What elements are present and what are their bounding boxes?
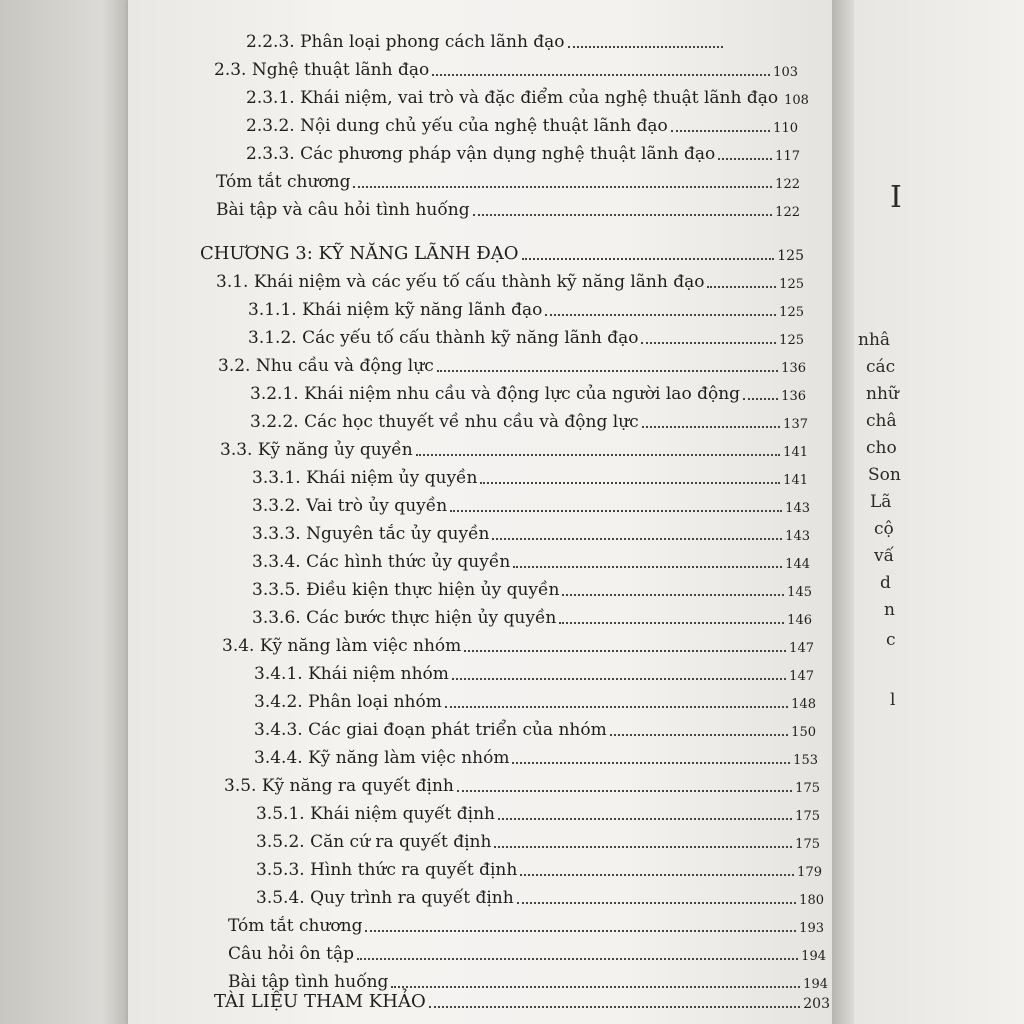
- adjacent-page-text: cộ: [874, 519, 894, 539]
- toc-entry: 3.3.5. Điều kiện thực hiện ủy quyền 145: [252, 580, 812, 600]
- left-page-edge: [0, 0, 128, 1024]
- adjacent-page-text: cho: [866, 438, 897, 458]
- toc-entry: 2.2.3. Phân loại phong cách lãnh đạo: [246, 28, 726, 52]
- toc-references-heading: TÀI LIỆU THAM KHẢO 203: [214, 991, 830, 1012]
- toc-page: [128, 0, 832, 1024]
- toc-entry: 2.3.3. Các phương pháp vận dụng nghệ thuật lãnh đạo 117: [246, 144, 800, 164]
- adjacent-page-text: Son: [868, 465, 901, 485]
- toc-entry: Câu hỏi ôn tập 194: [228, 944, 826, 964]
- toc-entry: 2.3. Nghệ thuật lãnh đạo 103: [214, 60, 798, 80]
- adjacent-page-text: Lã: [870, 492, 892, 512]
- adjacent-page-text: nhâ: [858, 330, 891, 350]
- toc-entry: 3.4.3. Các giai đoạn phát triển của nhóm 150: [254, 720, 816, 740]
- toc-entry: 2.3.2. Nội dung chủ yếu của nghệ thuật lãnh đạo 110: [246, 116, 798, 136]
- toc-entry: 3.1. Khái niệm và các yếu tố cấu thành kỹ năng lãnh đạo 125: [216, 272, 804, 292]
- toc-entry: Tóm tắt chương 122: [216, 172, 800, 192]
- toc-entry: 2.3.1. Khái niệm, vai trò và đặc điểm của nghệ thuật lãnh đạo 108: [246, 88, 809, 108]
- book-gutter-shadow: [832, 0, 854, 1024]
- adjacent-page-text: các: [866, 357, 896, 377]
- adjacent-page-text: châ: [866, 411, 897, 431]
- adjacent-page: [854, 0, 1024, 1024]
- adjacent-page-text: n: [884, 600, 895, 620]
- toc-entry: 3.3.1. Khái niệm ủy quyền 141: [252, 468, 808, 488]
- toc-entry: 3.3. Kỹ năng ủy quyền 141: [220, 440, 808, 460]
- adjacent-page-text: c: [886, 630, 896, 650]
- toc-chapter-heading: CHƯƠNG 3: KỸ NĂNG LÃNH ĐẠO 125: [200, 243, 804, 264]
- toc-entry: 3.4.4. Kỹ năng làm việc nhóm 153: [254, 748, 818, 768]
- toc-entry: 3.5.3. Hình thức ra quyết định 179: [256, 860, 822, 880]
- toc-entry: 3.4.2. Phân loại nhóm 148: [254, 692, 816, 712]
- toc-entry: 3.5.2. Căn cứ ra quyết định 175: [256, 832, 820, 852]
- toc-entry: Tóm tắt chương 193: [228, 916, 824, 936]
- toc-entry: Bài tập tình huống 194: [228, 972, 828, 992]
- toc-entry: 3.3.3. Nguyên tắc ủy quyền 143: [252, 524, 810, 544]
- adjacent-page-text: vấ: [874, 546, 895, 566]
- adjacent-page-text: d: [880, 573, 891, 593]
- toc-entry: Bài tập và câu hỏi tình huống 122: [216, 200, 800, 220]
- toc-entry: 3.2. Nhu cầu và động lực 136: [218, 356, 806, 376]
- adjacent-page-text: l: [890, 690, 896, 710]
- adjacent-page-text: nhữ: [866, 384, 899, 404]
- toc-entry: 3.1.2. Các yếu tố cấu thành kỹ năng lãnh đạo 125: [248, 328, 804, 348]
- toc-entry: 3.4.1. Khái niệm nhóm 147: [254, 664, 814, 684]
- toc-entry: 3.3.6. Các bước thực hiện ủy quyền 146: [252, 608, 812, 628]
- toc-entry: 3.3.4. Các hình thức ủy quyền 144: [252, 552, 810, 572]
- toc-entry: 3.2.1. Khái niệm nhu cầu và động lực của người lao động 136: [250, 384, 806, 404]
- toc-entry: 3.2.2. Các học thuyết về nhu cầu và động lực 137: [250, 412, 808, 432]
- toc-entry: 3.5. Kỹ năng ra quyết định 175: [224, 776, 820, 796]
- toc-entry: 3.5.4. Quy trình ra quyết định 180: [256, 888, 824, 908]
- toc-entry: 3.4. Kỹ năng làm việc nhóm 147: [222, 636, 814, 656]
- toc-entry: 3.3.2. Vai trò ủy quyền 143: [252, 496, 810, 516]
- toc-entry: 3.1.1. Khái niệm kỹ năng lãnh đạo 125: [248, 300, 804, 320]
- toc-entry: 3.5.1. Khái niệm quyết định 175: [256, 804, 820, 824]
- adjacent-page-text: I: [890, 180, 902, 215]
